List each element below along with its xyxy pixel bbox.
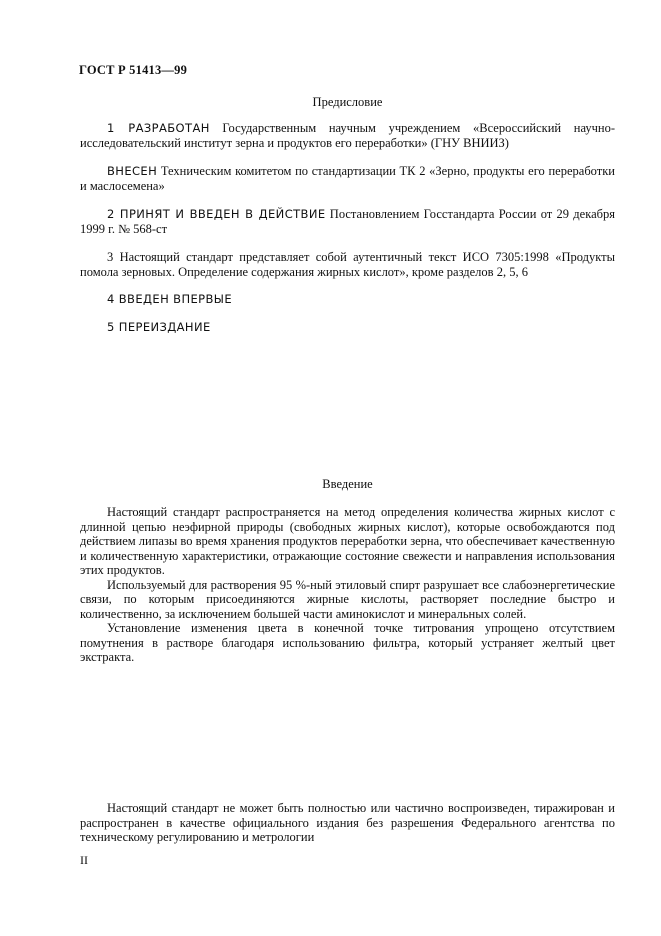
foreword-item-lead: ВНЕСЕН [107,164,158,178]
foreword-item-introduced-by [80,164,615,193]
foreword-item-reissue [80,320,615,335]
foreword-item-adopted [80,207,615,236]
foreword-item-text: 3 Настоящий стандарт представляет собой аутентичный текст ИСО 7305:1998 «Продукты помола зерновых. Определение содержания жирных кислот», кроме разделов 2, 5, 6 [80,250,615,279]
foreword-item-lead: 1 РАЗРАБОТАН [107,121,210,135]
page-number: II [80,853,88,867]
foreword-item-authentic-text [80,250,615,279]
introduction-body [80,505,615,665]
foreword-item-text: Постановлением Госстандарта России от 29 декабря 1999 г. № 568-ст [80,207,615,236]
foreword-item-lead: 5 ПЕРЕИЗДАНИЕ [107,320,211,334]
foreword-item-text: Государственным научным учреждением «Всероссийский научно-исследовательский институт зерна и продуктов его переработки» (ГНУ ВНИИЗ) [80,121,615,150]
copyright-notice [80,801,615,845]
introduction-title: Введение [322,477,373,491]
introduction-paragraph: Установление изменения цвета в конечной точке титрования упрощено отсутствием помутнения в растворе благодаря использованию фильтра, который устраняет желтый цвет экстракта. [80,621,615,664]
foreword-item-lead: 2 ПРИНЯТ И ВВЕДЕН В ДЕЙСТВИЕ [107,207,326,221]
copyright-notice-text: Настоящий стандарт не может быть полностью или частично воспроизведен, тиражирован и распространен в качестве официального издания без разрешения Федерального агентства по техническому регулированию и метрологии [80,801,615,844]
standard-header: ГОСТ Р 51413—99 [79,63,188,77]
foreword-item-developed [80,121,615,150]
foreword-item-first-introduced [80,292,615,307]
introduction-paragraph: Используемый для растворения 95 %-ный этиловый спирт разрушает все слабоэнергетические связи, по которым присоединяются жирные кислоты, растворяет последние быстро и количественно, за исключением большей части аминокислот и минеральных солей. [80,577,615,621]
foreword-item-lead: 4 ВВЕДЕН ВПЕРВЫЕ [107,292,233,306]
foreword-item-text: Техническим комитетом по стандартизации ТК 2 «Зерно, продукты его переработки и маслосемена» [80,164,615,193]
foreword-title: Предисловие [312,95,383,109]
introduction-paragraph: Настоящий стандарт распространяется на метод определения количества жирных кислот с длинной цепью неэфирной природы (свободных жирных кислот), которые освобождаются под действием липазы во время хранения продуктов переработки зерна, что обеспечивает качественную и количественную характеристики, отражающие состояние свежести и направления использования этих продуктов. [80,505,615,577]
